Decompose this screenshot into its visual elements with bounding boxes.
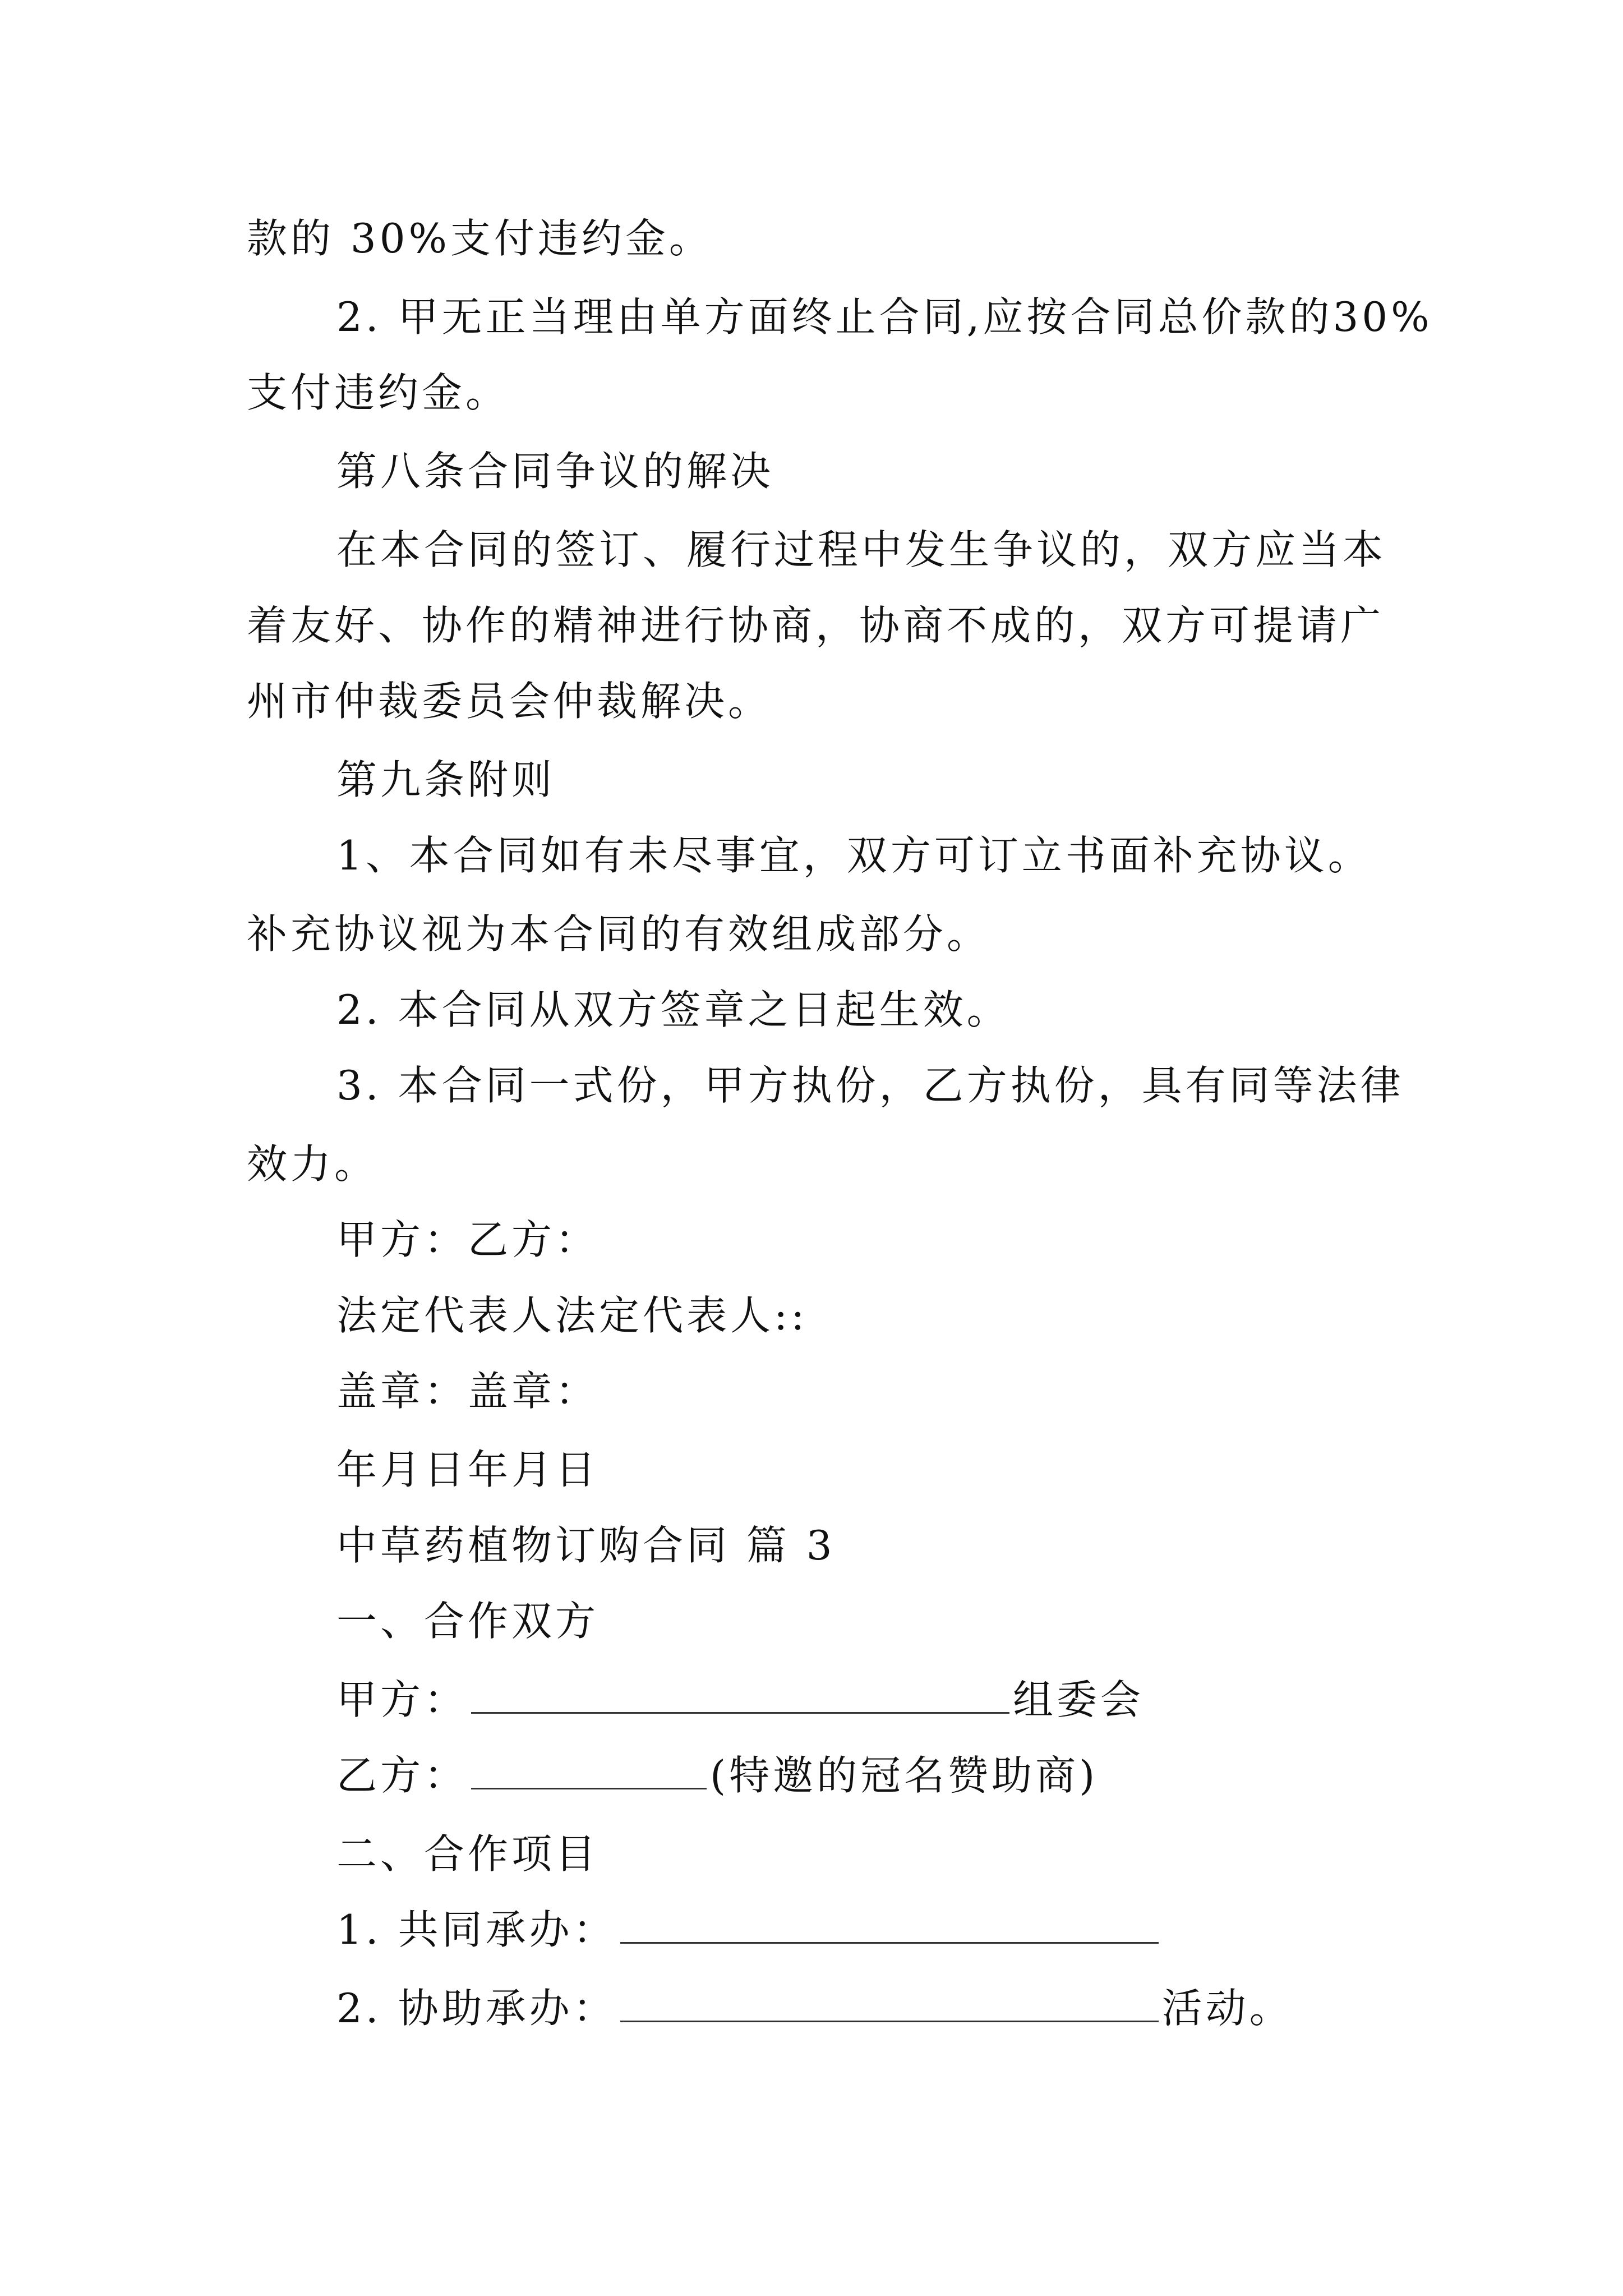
party-b-line — [336, 1750, 1514, 1801]
paragraph-line: 在本合同的签订、履行过程中发生争议的，双方应当本 — [336, 526, 1387, 573]
paragraph-line: 支付违约金。 — [247, 369, 510, 416]
party-b-suffix: (特邀的冠名赞助商) — [710, 1752, 1099, 1799]
party-a-label: 甲方： — [336, 1676, 468, 1723]
paragraph-line: 补充协议视为本合同的有效组成部分。 — [247, 910, 991, 958]
item-1-label: 1. 共同承办： — [336, 1906, 617, 1953]
signature-dates: 年月日年月日 — [336, 1446, 600, 1493]
paragraph-line: 2. 甲无正当理由单方面终止合同,应按合同总价款的30% — [336, 293, 1433, 341]
item-1-line — [336, 1904, 1514, 1955]
signature-seals: 盖章：盖章： — [336, 1368, 600, 1415]
paragraph-line: 2. 本合同从双方签章之日起生效。 — [336, 986, 1011, 1033]
item-2-blank[interactable] — [620, 1986, 1159, 2022]
party-a-line — [336, 1674, 1514, 1725]
section-heading: 二、合作项目 — [336, 1830, 600, 1878]
party-b-label: 乙方： — [336, 1752, 468, 1799]
section-heading: 第八条合同争议的解决 — [336, 448, 774, 495]
party-a-suffix: 组委会 — [1013, 1676, 1145, 1723]
section-heading: 一、合作双方 — [336, 1598, 600, 1645]
party-a-blank[interactable] — [471, 1677, 1009, 1714]
signature-parties: 甲方：乙方： — [336, 1216, 600, 1263]
party-b-blank[interactable] — [471, 1753, 707, 1789]
section-heading: 第九条附则 — [336, 756, 556, 803]
item-1-blank[interactable] — [620, 1907, 1159, 1944]
signature-representatives: 法定代表人法定代表人:: — [336, 1292, 808, 1339]
item-2-suffix: 活动。 — [1161, 1985, 1293, 2032]
paragraph-line: 效力。 — [247, 1140, 379, 1188]
item-2-line — [336, 1983, 1514, 2033]
paragraph-line: 着友好、协作的精神进行协商，协商不成的，双方可提请广 — [247, 602, 1385, 649]
paragraph-line: 款的 30%支付违约金。 — [247, 215, 713, 262]
paragraph-line: 3. 本合同一式份，甲方执份，乙方执份，具有同等法律 — [336, 1062, 1404, 1109]
contract-title: 中草药植物订购合同 篇 3 — [336, 1522, 836, 1569]
paragraph-line: 州市仲裁委员会仲裁解决。 — [247, 678, 772, 725]
item-2-label: 2. 协助承办： — [336, 1985, 617, 2032]
paragraph-line: 1、本合同如有未尽事宜，双方可订立书面补充协议。 — [336, 832, 1372, 879]
